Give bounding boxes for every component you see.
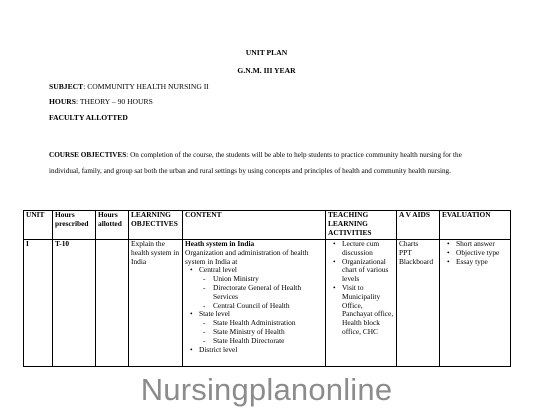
list-item: - Directorate General of Health Services — [213, 284, 323, 302]
list-item: - State Health Administration — [213, 319, 323, 328]
list-item: • Central level - Union Ministry - Directorate General of Health Services - Central Council of Health — [199, 266, 323, 310]
central-level-list — [199, 275, 323, 310]
cell-hours-allotted — [96, 240, 129, 367]
content-intro: Organization and administration of health system in India at — [185, 247, 309, 266]
activities-list — [328, 240, 394, 337]
cell-hours-prescribed: T-10 — [53, 240, 96, 367]
cell-content — [183, 240, 326, 367]
list-item: • Organizational chart of various levels — [342, 258, 394, 284]
cell-evaluation — [440, 240, 511, 367]
content-title: Heath system in India — [185, 239, 255, 248]
hours-line — [49, 97, 153, 106]
subject-line — [49, 82, 209, 91]
list-item: - State Ministry of Health — [213, 328, 323, 337]
av-aid-item: Charts — [399, 239, 419, 248]
cell-av-aids — [397, 240, 440, 367]
table-header-row — [24, 211, 511, 240]
faculty-label: FACULTY ALLOTTED — [49, 113, 128, 122]
list-item: • Objective type — [456, 249, 508, 258]
av-aid-item: Blackboard — [399, 256, 434, 266]
cell-learning-objectives: Explain the health system in India — [129, 240, 183, 367]
faculty-line — [49, 113, 128, 122]
hours-value: : THEORY – 90 HOURS — [76, 97, 153, 106]
header-teaching-activities: TEACHING LEARNING ACTIVITIES — [326, 211, 397, 240]
av-aid-item: PPT — [399, 247, 412, 257]
hours-label: HOURS — [49, 97, 77, 106]
header-hours-allotted: Hours allotted — [96, 211, 129, 240]
list-item: • State level - State Health Administration - State Ministry of Health - State Health Directorate — [199, 310, 323, 345]
evaluation-list — [442, 240, 508, 266]
objectives-text: : On completion of the course, the students will be able to help students to practice community health nursing for the individual, family, and group sat both the urban and rural settings by using concepts and principles of health and community health nursing. — [49, 151, 462, 175]
list-item: - Union Ministry — [213, 275, 323, 284]
header-learning-objectives: LEARNING OBJECTIVES — [129, 211, 183, 240]
header-av-aids: A V AIDS — [397, 211, 440, 240]
list-item: • District level — [199, 346, 323, 355]
objectives-label: COURSE OBJECTIVES — [49, 151, 127, 159]
cell-teaching-activities — [326, 240, 397, 367]
header-content: CONTENT — [183, 211, 326, 240]
document-subtitle: G.N.M. III YEAR — [237, 66, 296, 75]
state-level-list — [199, 319, 323, 345]
content-levels — [185, 266, 323, 354]
header-evaluation: EVALUATION — [440, 211, 511, 240]
subject-value: : COMMUNITY HEALTH NURSING II — [83, 82, 209, 91]
table-row — [24, 240, 511, 367]
list-item: - Central Council of Health — [213, 302, 323, 311]
subject-label: SUBJECT — [49, 82, 84, 91]
unit-plan-table — [23, 210, 511, 367]
watermark: Nursingplanonline — [140, 372, 393, 407]
list-item: - State Health Directorate — [213, 337, 323, 346]
header-hours-prescribed: Hours prescribed — [53, 211, 96, 240]
list-item: • Essay type — [456, 258, 508, 267]
document-title: UNIT PLAN — [245, 48, 288, 57]
course-objectives — [49, 148, 474, 179]
list-item: • Visit to Municipality Office, Panchayat office, Health block office, CHC — [342, 284, 394, 337]
list-item: • Lecture cum discussion — [342, 240, 394, 258]
cell-unit: I — [24, 240, 53, 367]
list-item: • Short answer — [456, 240, 508, 249]
header-unit: UNIT — [24, 211, 53, 240]
